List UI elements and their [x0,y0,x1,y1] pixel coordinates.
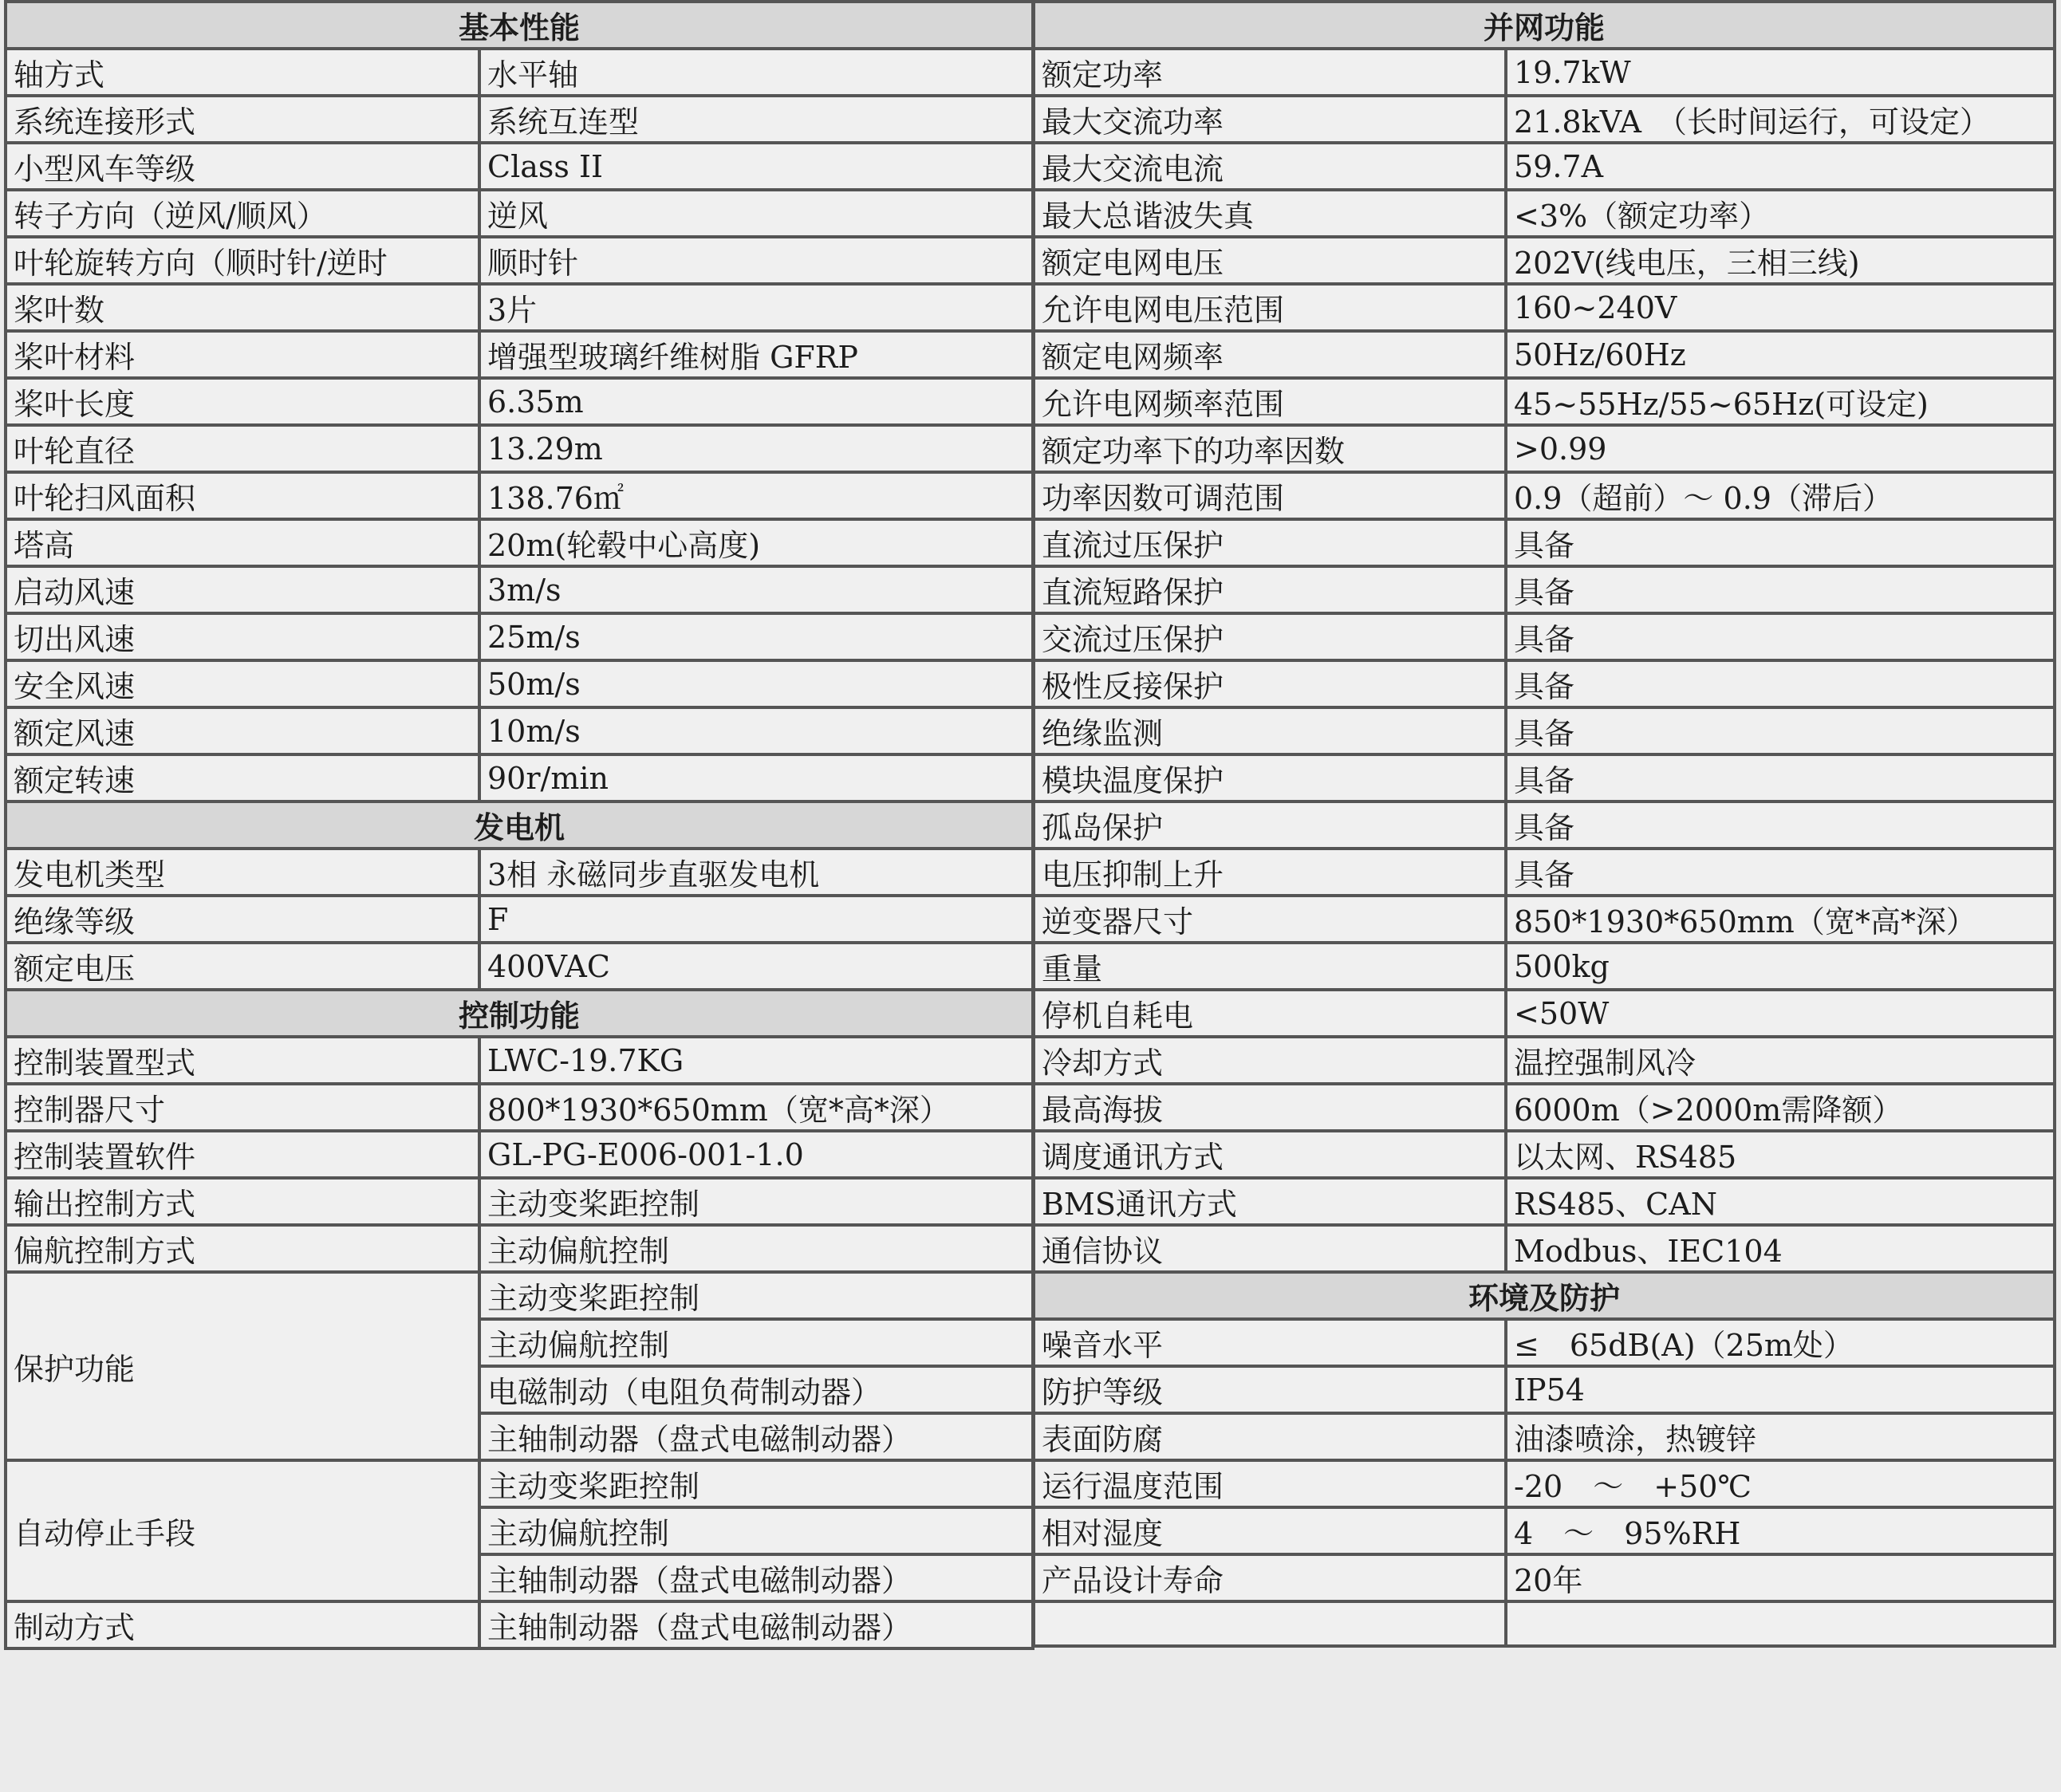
left-spec-table [4,0,1034,1650]
spec-label: 最大总谐波失真 [1034,190,1506,237]
spec-label: 重量 [1034,943,1506,990]
spec-value: 主动偏航控制 [479,1319,1033,1366]
spec-value: 21.8kVA （长时间运行，可设定） [1506,96,2055,143]
spec-label: 允许电网频率范围 [1034,378,1506,425]
spec-value: 400VAC [479,943,1033,990]
spec-value: 具备 [1506,519,2055,566]
spec-label: 叶轮旋转方向（顺时针/逆时 [6,237,479,284]
spec-value: 10m/s [479,707,1033,754]
table-row [1034,849,2055,896]
spec-value: 25m/s [479,613,1033,660]
spec-value: 顺时针 [479,237,1033,284]
spec-value: 90r/min [479,754,1033,801]
spec-value: 4 ～ 95%RH [1506,1507,2055,1554]
section-header-row [1034,1272,2055,1319]
section-header-generator: 发电机 [6,801,1033,849]
spec-label: 最大交流功率 [1034,96,1506,143]
table-row [6,1084,1033,1131]
table-row [1034,331,2055,378]
table-row [6,1178,1033,1225]
spec-label: 塔高 [6,519,479,566]
table-row [1034,96,2055,143]
spec-value: 温控强制风冷 [1506,1037,2055,1084]
spec-label: 额定电网频率 [1034,331,1506,378]
table-row [6,1272,1033,1319]
spec-label: 最高海拔 [1034,1084,1506,1131]
spec-label: 功率因数可调范围 [1034,472,1506,519]
spec-value: 50m/s [479,660,1033,707]
spec-label: 安全风速 [6,660,479,707]
spec-value: 主动变桨距控制 [479,1272,1033,1319]
spec-value: 850*1930*650mm（宽*高*深） [1506,896,2055,943]
spec-value: 具备 [1506,660,2055,707]
section-header-row [6,2,1033,49]
spec-value: 45~55Hz/55~65Hz(可设定) [1506,378,2055,425]
spec-value: 水平轴 [479,49,1033,96]
spec-value: 增强型玻璃纤维树脂 GFRP [479,331,1033,378]
table-row [6,1460,1033,1507]
table-row [6,1131,1033,1178]
spec-label: 冷却方式 [1034,1037,1506,1084]
spec-label: 直流过压保护 [1034,519,1506,566]
table-row [1034,237,2055,284]
table-row [6,566,1033,613]
spec-value: 6.35m [479,378,1033,425]
spec-label: 防护等级 [1034,1366,1506,1413]
right-spec-table [1032,0,2056,1648]
spec-value: 主动偏航控制 [479,1225,1033,1272]
spec-value: 6000m（>2000m需降额） [1506,1084,2055,1131]
section-header-basic: 基本性能 [6,2,1033,49]
spec-label: 额定电网电压 [1034,237,1506,284]
spec-value: 具备 [1506,754,2055,801]
spec-value: Modbus、IEC104 [1506,1225,2055,1272]
spec-label: 产品设计寿命 [1034,1554,1506,1601]
table-row [1034,425,2055,472]
spec-label: BMS通讯方式 [1034,1178,1506,1225]
section-header-row [6,990,1033,1037]
spec-label: 控制装置型式 [6,1037,479,1084]
spec-value: F [479,896,1033,943]
spec-label: 孤岛保护 [1034,801,1506,849]
spec-label: 额定电压 [6,943,479,990]
spec-value: 19.7kW [1506,49,2055,96]
spec-label: 桨叶材料 [6,331,479,378]
table-row [1034,472,2055,519]
spec-label: 通信协议 [1034,1225,1506,1272]
table-row [1034,801,2055,849]
table-row [1034,1460,2055,1507]
table-row [6,519,1033,566]
spec-value: 3相 永磁同步直驱发电机 [479,849,1033,896]
table-row [1034,896,2055,943]
spec-label: 控制器尺寸 [6,1084,479,1131]
spec-label: 直流短路保护 [1034,566,1506,613]
spec-label: 控制装置软件 [6,1131,479,1178]
table-row [1034,1037,2055,1084]
spec-value: 油漆喷涂，热镀锌 [1506,1413,2055,1460]
spec-label: 相对湿度 [1034,1507,1506,1554]
section-header-environment: 环境及防护 [1034,1272,2055,1319]
empty-row [1034,1601,2055,1646]
table-row [1034,1131,2055,1178]
spec-value: 13.29m [479,425,1033,472]
table-row [1034,49,2055,96]
spec-value: <50W [1506,990,2055,1037]
table-row [6,425,1033,472]
table-row [1034,660,2055,707]
spec-label: 调度通讯方式 [1034,1131,1506,1178]
table-row [1034,1413,2055,1460]
spec-label: 额定功率 [1034,49,1506,96]
table-row [1034,519,2055,566]
spec-value: 主轴制动器（盘式电磁制动器） [479,1554,1033,1601]
spec-label: 最大交流电流 [1034,143,1506,190]
table-row [1034,1084,2055,1131]
spec-value: 具备 [1506,849,2055,896]
table-row [1034,990,2055,1037]
spec-label: 切出风速 [6,613,479,660]
spec-value: 具备 [1506,707,2055,754]
empty-cell [1506,1601,2055,1646]
table-row [6,849,1033,896]
spec-label: 额定功率下的功率因数 [1034,425,1506,472]
table-row [6,96,1033,143]
table-row [6,1601,1033,1648]
table-row [6,660,1033,707]
table-row [1034,1178,2055,1225]
spec-label: 叶轮直径 [6,425,479,472]
table-row [1034,566,2055,613]
table-row [1034,613,2055,660]
spec-value: 20m(轮毂中心高度) [479,519,1033,566]
spec-value: 具备 [1506,613,2055,660]
spec-label: 运行温度范围 [1034,1460,1506,1507]
spec-label: 制动方式 [6,1601,479,1648]
spec-label: 小型风车等级 [6,143,479,190]
spec-value: 以太网、RS485 [1506,1131,2055,1178]
spec-value: 160~240V [1506,284,2055,331]
spec-label: 极性反接保护 [1034,660,1506,707]
spec-value: 系统互连型 [479,96,1033,143]
table-row [6,707,1033,754]
table-row [6,378,1033,425]
spec-value: 主动偏航控制 [479,1507,1033,1554]
spec-value: 具备 [1506,566,2055,613]
spec-label: 发电机类型 [6,849,479,896]
spec-label: 绝缘监测 [1034,707,1506,754]
table-row [6,613,1033,660]
spec-label: 电压抑制上升 [1034,849,1506,896]
spec-label: 模块温度保护 [1034,754,1506,801]
table-row [1034,143,2055,190]
spec-value: 0.9（超前）～ 0.9（滞后） [1506,472,2055,519]
spec-label: 偏航控制方式 [6,1225,479,1272]
spec-value: Class II [479,143,1033,190]
spec-label: 自动停止手段 [6,1460,479,1601]
spec-value: 主轴制动器（盘式电磁制动器） [479,1413,1033,1460]
spec-value: 3片 [479,284,1033,331]
spec-label: 桨叶数 [6,284,479,331]
table-row [6,331,1033,378]
table-row [6,1225,1033,1272]
table-row [6,943,1033,990]
spec-label: 叶轮扫风面积 [6,472,479,519]
table-row [6,237,1033,284]
table-row [6,190,1033,237]
spec-value: <3%（额定功率） [1506,190,2055,237]
spec-value: 电磁制动（电阻负荷制动器） [479,1366,1033,1413]
spec-value: RS485、CAN [1506,1178,2055,1225]
section-header-row [1034,2,2055,49]
spec-label: 绝缘等级 [6,896,479,943]
spec-value: 20年 [1506,1554,2055,1601]
table-row [1034,707,2055,754]
table-row [6,143,1033,190]
table-row [6,472,1033,519]
spec-value: 主动变桨距控制 [479,1178,1033,1225]
spec-label: 输出控制方式 [6,1178,479,1225]
spec-label: 交流过压保护 [1034,613,1506,660]
table-row [6,896,1033,943]
spec-label: 逆变器尺寸 [1034,896,1506,943]
spec-value: ≤ 65dB(A)（25m处） [1506,1319,2055,1366]
section-header-control: 控制功能 [6,990,1033,1037]
table-row [6,1037,1033,1084]
table-row [1034,943,2055,990]
spec-value: >0.99 [1506,425,2055,472]
spec-value: LWC-19.7KG [479,1037,1033,1084]
table-row [1034,284,2055,331]
table-row [6,49,1033,96]
empty-cell [1034,1601,1506,1646]
spec-label: 桨叶长度 [6,378,479,425]
spec-value: GL-PG-E006-001-1.0 [479,1131,1033,1178]
spec-label: 轴方式 [6,49,479,96]
table-row [1034,1225,2055,1272]
spec-label: 表面防腐 [1034,1413,1506,1460]
spec-label: 系统连接形式 [6,96,479,143]
table-row [6,754,1033,801]
table-row [1034,378,2055,425]
spec-value: 主动变桨距控制 [479,1460,1033,1507]
spec-label: 额定风速 [6,707,479,754]
spec-value: -20 ～ +50℃ [1506,1460,2055,1507]
spec-value: 具备 [1506,801,2055,849]
spec-value: 202V(线电压，三相三线) [1506,237,2055,284]
table-row [6,284,1033,331]
spec-value: 138.76㎡ [479,472,1033,519]
spec-label: 转子方向（逆风/顺风） [6,190,479,237]
spec-value: 主轴制动器（盘式电磁制动器） [479,1601,1033,1648]
spec-label: 停机自耗电 [1034,990,1506,1037]
spec-label: 保护功能 [6,1272,479,1460]
table-row [1034,190,2055,237]
spec-value: IP54 [1506,1366,2055,1413]
table-row [1034,754,2055,801]
spec-value: 50Hz/60Hz [1506,331,2055,378]
table-row [1034,1319,2055,1366]
section-header-row [6,801,1033,849]
spec-value: 59.7A [1506,143,2055,190]
spec-label: 额定转速 [6,754,479,801]
spec-value: 逆风 [479,190,1033,237]
spec-label: 允许电网电压范围 [1034,284,1506,331]
section-header-grid: 并网功能 [1034,2,2055,49]
table-row [1034,1554,2055,1601]
spec-value: 3m/s [479,566,1033,613]
table-row [1034,1366,2055,1413]
spec-label: 启动风速 [6,566,479,613]
spec-value: 500kg [1506,943,2055,990]
spec-label: 噪音水平 [1034,1319,1506,1366]
spec-value: 800*1930*650mm（宽*高*深） [479,1084,1033,1131]
table-row [1034,1507,2055,1554]
